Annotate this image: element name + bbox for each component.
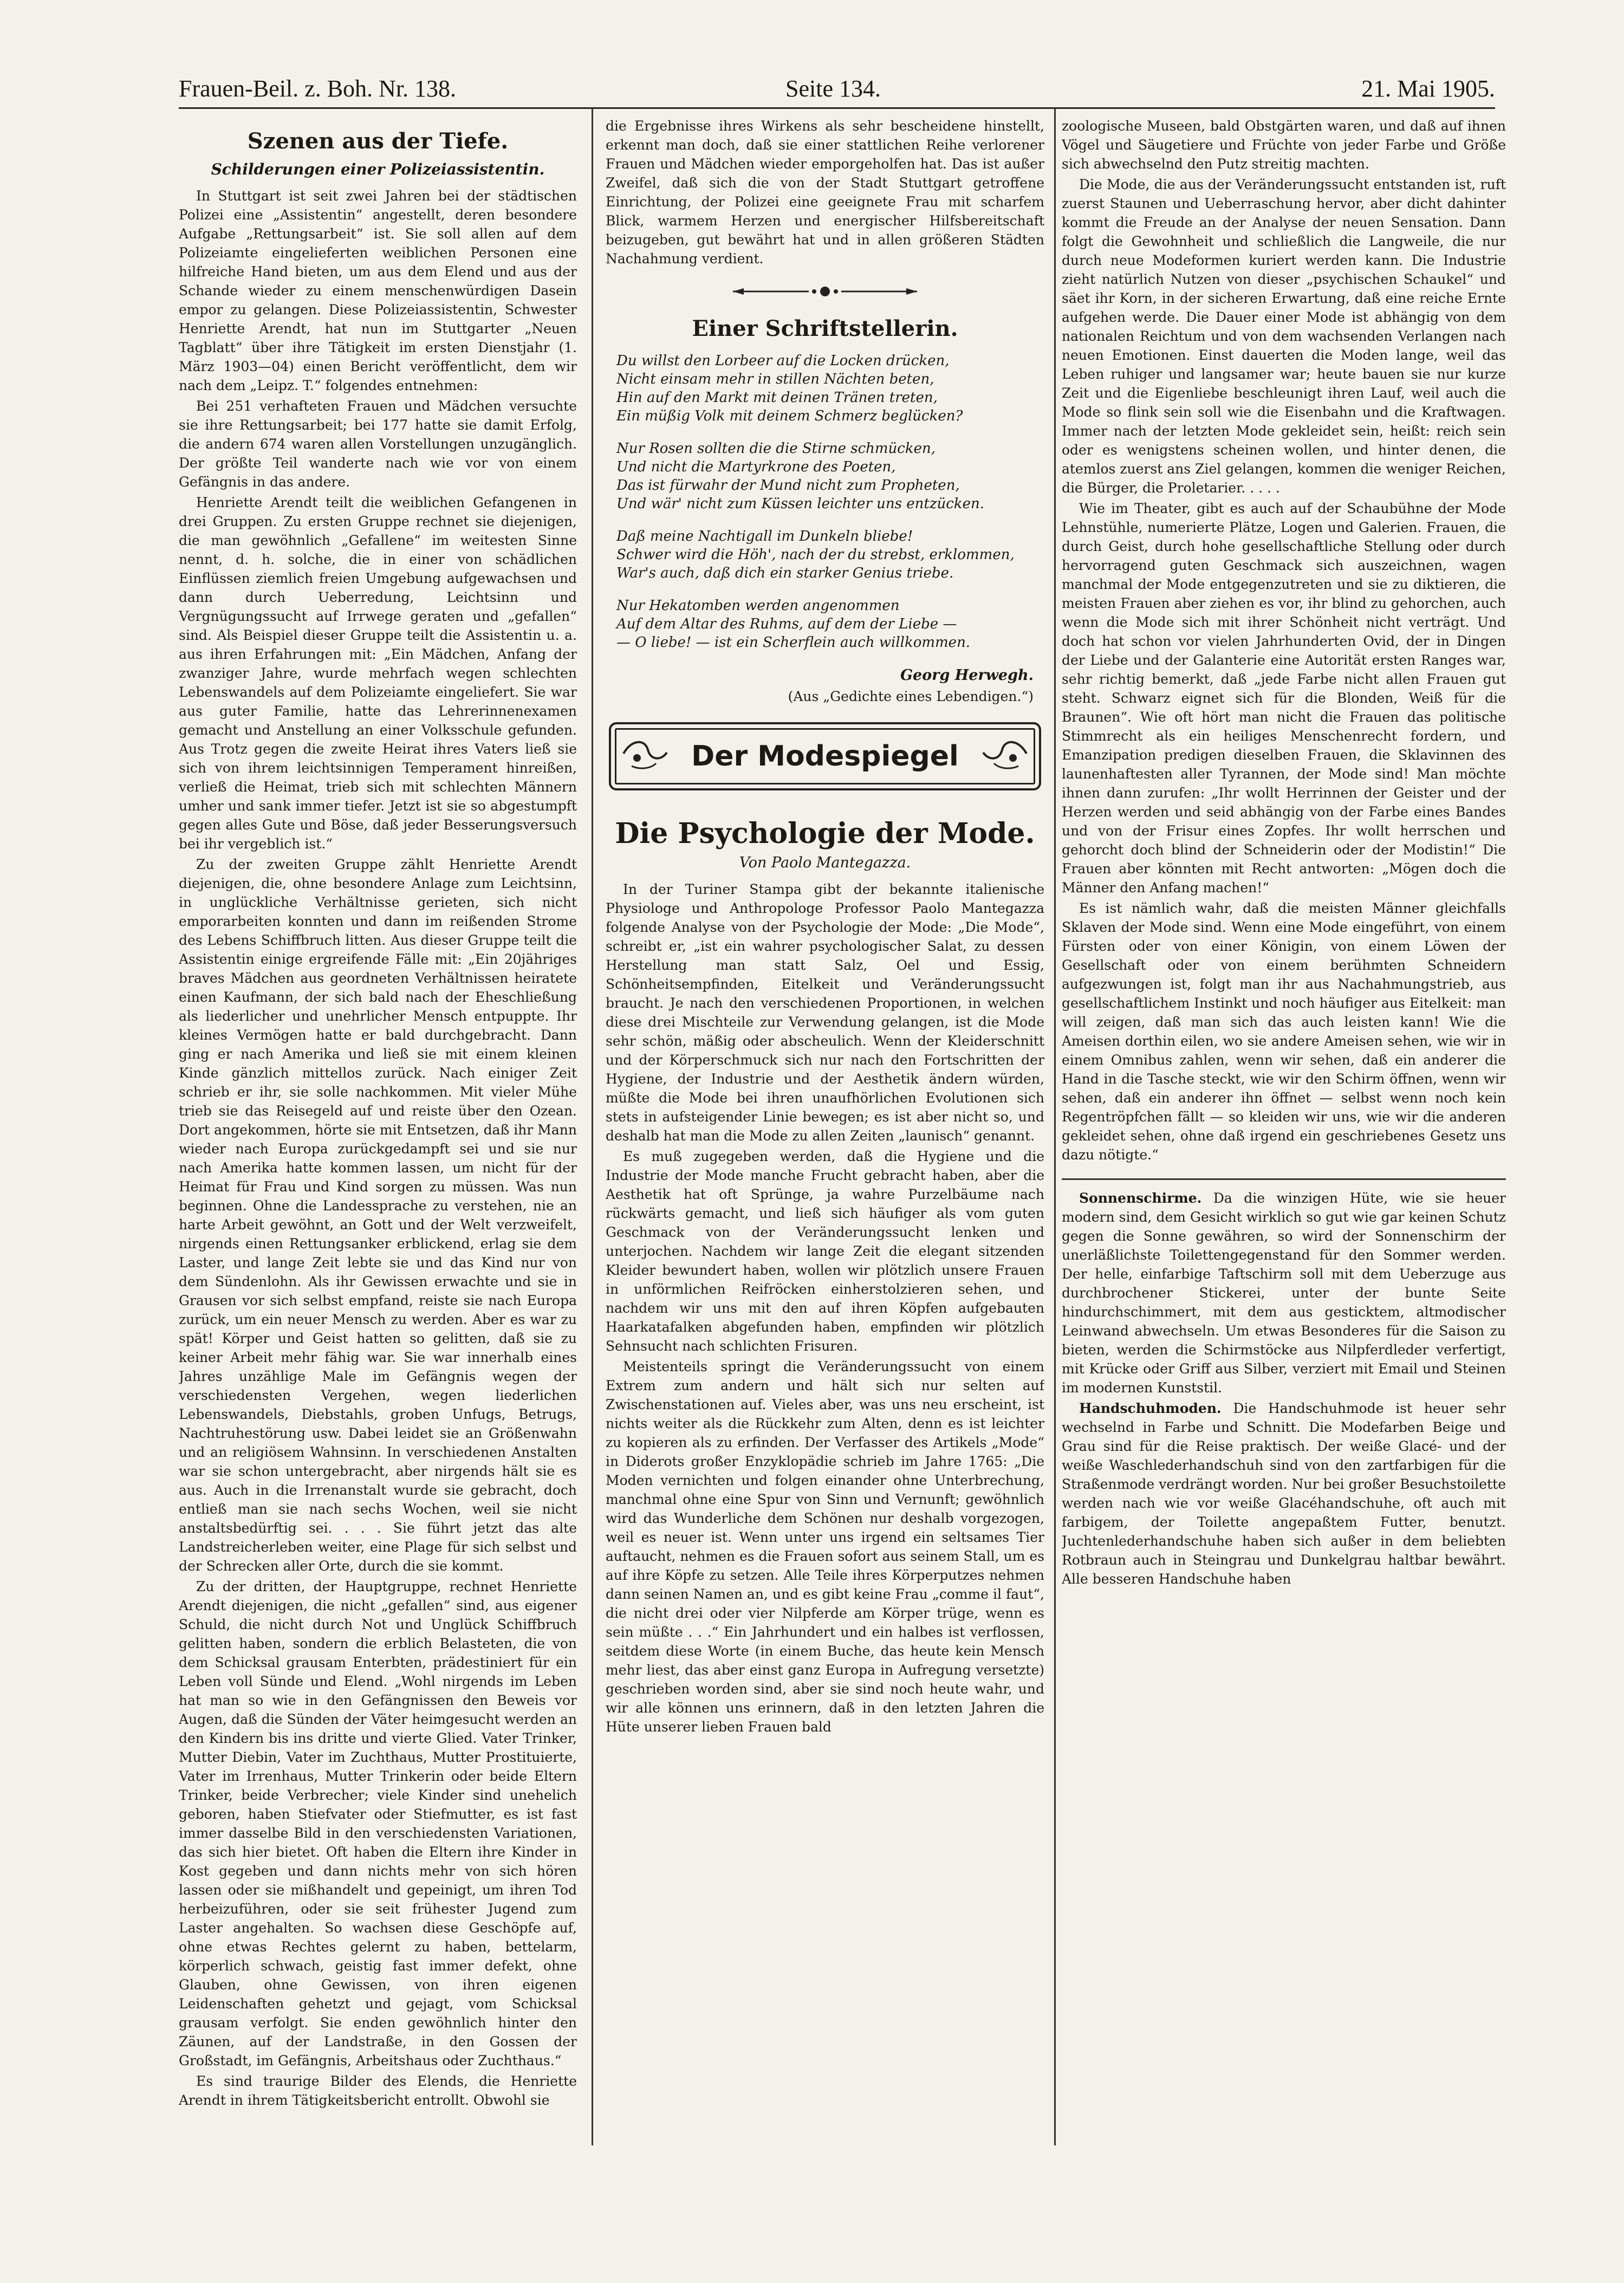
fashion-note <box>1062 1189 1506 1397</box>
paragraph: In der Turiner Stampa gibt der bekannte italienische Physiologe und Anthropologe Professor Paolo Mantegazza folgende Analyse von der Psychologie der Mode: „Die Mode“, schreibt er, „ist ein wahrer psychologischer Salat, zu dessen Herstellung man statt Salz, Oel und Essig, Schönheitsempfinden, Eitelkeit und Veränderungssucht braucht. Je nach den verschiedenen Proportionen, in welchen diese drei Mischteile zur Verwendung gelangen, ist die Mode sehr schön, mäßig oder abscheulich. Wenn der Kleiderschnitt und der Körperschmuck sich nur nach den Fortschritten der Hygiene, der Industrie und der Aesthetik ändern würden, müßte die Mode bei ihren unaufhörlichen Evolutionen sich stets in aufsteigender Linie bewegen; es ist aber nicht so, und deshalb hat man die Mode zu allen Zeiten „launisch“ genannt. <box>606 881 1044 1144</box>
paragraph: Meistenteils springt die Veränderungssucht von einem Extrem zum andern und hält sich nur selten auf Zwischenstationen auf. Vieles aber, was uns neu erscheint, ist nichts weiter als die Rückkehr zum Alten, denn es ist leichter zu kopieren als zu erfinden. Der Verfasser des Artikels „Mode“ in Diderots großer Enzyklopädie schrieb im Jahre 1765: „Die Moden vernichten und folgen einander ohne Unterbrechung, manchmal ohne eine Spur von Sinn und Vernunft; gewöhnlich wird das Wunderliche dem Schönen nur deshalb vorgezogen, weil es neuer ist. Wenn unter uns irgend ein seltsames Tier auftaucht, nehmen es die Frauen sofort aus seinem Stall, um es auf ihre Köpfe zu setzen. Alle Teile ihres Körperputzes nehmen dann seinen Namen an, und es gibt keine Frau „comme il faut“, die nicht drei oder vier Nilpferde am Körper trüge, wenn es sein müßte . . .“ Ein Jahrhundert und ein halbes ist verflossen, seitdem diese Worte (in einem Buche, das heute kein Mensch mehr liest, das aber einst ganz Europa in Aufregung versetzte) geschrieben worden sind, aber sie sind noch heute wahr, und wir alle können uns erinnern, daß in den letzten Jahren die Hüte unserer lieben Frauen bald <box>606 1359 1044 1735</box>
column-2 <box>606 116 1044 2154</box>
paragraph: Zu der dritten, der Hauptgruppe, rechnet Henriette Arendt diejenigen, die nicht „gefallen“ sind, aus eigener Schuld, die nicht durch Not und Unglück Schiffbruch gelitten haben, sondern die erblich Belasteten, die von dem Schicksal grausam Enterbten, prädestiniert für ein Leben voll Sünde und Elend. „Wohl nirgends im Leben hat man so wie in den Gefängnissen den Beweis vor Augen, daß die Sünden der Väter heimgesucht werden an den Kindern bis ins dritte und vierte Glied. Vater Trinker, Mutter Diebin, Vater im Zuchthaus, Mutter Prostituierte, Vater im Irrenhaus, Mutter Trinkerin oder beide Eltern Trinker, beide Verbrecher; viele Kinder sind unehelich geboren, haben Stiefvater oder Stiefmutter, es ist fast immer dasselbe Bild in den verschiedensten Variationen, das sich hier bietet. Oft haben die Eltern ihre Kinder in Kost gegeben und dann nichts mehr von sich hören lassen oder sie mißhandelt und gepeinigt, um ihren Tod herbeizuführen, oder sie seit frühester Jugend zum Laster angehalten. So wachsen diese Geschöpfe auf, ohne etwas Rechtes gelernt zu haben, bettelarm, körperlich schwach, geistig fast immer defekt, ohne Glauben, ohne Gewissen, von ihren eigenen Leidenschaften gehetzt und gejagt, vom Schicksal grausam verfolgt. Sie enden gewöhnlich hinter den Zäunen, auf der Landstraße, in den Gossen der Großstadt, im Gefängnis, Arbeitshaus oder Zuchthaus.“ <box>179 1579 577 2068</box>
poem-line: Und nicht die Martyrkrone des Poeten, <box>616 459 896 475</box>
paragraph: Die Mode, die aus der Veränderungssucht entstanden ist, ruft zuerst Staunen und Ueberraschung hervor, aber dicht dahinter kommt die Freude an der Analyse der neuen Sensation. Dann folgt die Gewohnheit und schließlich die Langweile, die nur durch neue Modeformen kuriert werden kann. Die Industrie zieht natürlich Nutzen von dieser „psychischen Schaukel“ und säet ihr Korn, in der sicheren Erwartung, daß eine reiche Ernte aufgehen werde. Die Dauer einer Mode ist abhängig von dem nationalen Reichtum und von dem wachsenden Verlangen nach neuen Emotionen. Einst dauerten die Moden lange, weil das Leben ruhiger und langsamer war; heute bauen sie nur kurze Zeit und die Eigenliebe beschleunigt ihren Lauf, weil auch die Mode so flink sein soll wie die Eisenbahn und die Kraftwagen. Immer nach der letzten Mode gekleidet sein, heißt: reich sein oder es wenigstens scheinen wollen, und hinter denen, die atemlos zuerst ans Ziel gelangen, kommen die weniger Reichen, die Bürger, die Proletarier. . . . . <box>1062 177 1506 496</box>
poem-stanza <box>616 352 1044 425</box>
article-title-szenen: Szenen aus der Tiefe. <box>247 128 509 154</box>
poem-line: Daß meine Nachtigall im Dunkeln bliebe! <box>616 528 913 544</box>
poem-stanza <box>616 596 1044 652</box>
poem-title: Einer Schriftstellerin. <box>692 316 958 341</box>
paragraph: In Stuttgart ist seit zwei Jahren bei der städtischen Polizei eine „Assistentin“ angestellt, deren besondere Aufgabe „Rettungsarbeit“ ist. Sie soll allen auf dem Polizeiamte eingelieferten weiblichen Personen eine hilfreiche Hand bieten, um aus dem Elend und aus der Schande wieder zu einem menschenwürdigen Dasein empor zu gelangen. Diese Polizeiassistentin, Schwester Henriette Arendt, hat nun im Stuttgarter „Neuen Tagblatt“ über ihre Tätigkeit im ersten Dienstjahr (1. März 1903—04) einen Bericht veröffentlicht, dem wir nach dem „Leipz. T.“ folgendes entnehmen: <box>179 188 577 393</box>
poem-author: Georg Herwegh. <box>900 667 1034 684</box>
poem-stanza <box>616 527 1044 582</box>
poem-line: Nicht einsam mehr in stillen Nächten beten, <box>616 371 934 387</box>
poem-line: — O liebe! — ist ein Scherflein auch willkommen. <box>616 634 971 651</box>
column-rule-1 <box>592 108 593 2145</box>
header-date: 21. Mai 1905. <box>1361 75 1495 102</box>
fashion-note <box>1062 1399 1506 1588</box>
ornament-divider-icon <box>606 283 1044 300</box>
paragraph: Zu der zweiten Gruppe zählt Henriette Arendt diejenigen, die, ohne besondere Anlage zum Leichtsinn, in unglückliche Verhältnisse gerieten, sich nicht emporarbeiten konnten und dann im reißenden Strome des Lebens Schiffbruch litten. Aus dieser Gruppe teilt die Assistentin einige ergreifende Fälle mit: „Ein 20jähriges braves Mädchen aus geordneten Verhältnissen heiratete einen Kaufmann, der sich bald nach der Eheschließung als liederlicher und unehrlicher Mensch entpuppte. Ihr kleines Vermögen hatte er bald durchgebracht. Dann ging er nach Amerika und ließ sie mit einem kleinen Kinde gänzlich mittellos zurück. Nach einiger Zeit schrieb er ihr, sie solle nachkommen. Mit vieler Mühe trieb sie das Reisegeld auf und reiste über den Ozean. Dort angekommen, hörte sie mit Entsetzen, daß ihr Mann wieder nach Europa zurückgedampft sei und sie nur nach Amerika hatte kommen lassen, um nicht für der Heimat für Frau und Kind sorgen zu müssen. Was nun beginnen. Ohne die Landessprache zu verstehen, nie an harte Arbeit gewöhnt, an Gott und der Welt verzweifelt, nirgends einen Rettungsanker erblickend, erlag sie dem Laster, und lange Zeit lebte sie und das Kind nur von dem Sündenlohn. Als ihr Gewissen erwachte und sie in Grausen vor sich selbst empfand, reiste sie nach Europa zurück, um ein neuer Mensch zu werden. Aber es war zu spät! Körper und Geist hatten so gelitten, daß sie zu keiner Arbeit mehr fähig war. Sie war innerhalb eines Jahres unzählige Male im Gefängnis wegen der verschiedensten Vergehen, wegen liederlichen Lebenswandels, Diebstahls, groben Unfugs, Betrugs, Nachtruhestörung usw. Dabei leidet sie an Größenwahn und an religiösem Wahnsinn. In verschiedenen Anstalten war sie schon untergebracht, aber nirgends hält sie es aus. Auch in die Irrenanstalt wurde sie gebracht, doch entließ man sie nach sechs Wochen, weil sie nicht anstaltsbedürftig sei. . . . Sie führt jetzt das alte Landstreicherleben weiter, eine Plage für sich selbst und der Schrecken aller Orte, durch die sie kommt. <box>179 857 577 1574</box>
column-3 <box>1062 116 1506 2154</box>
poem-line: Nur Hekatomben werden angenommen <box>616 598 900 614</box>
section-separator <box>1062 1178 1506 1180</box>
paragraph: Bei 251 verhafteten Frauen und Mädchen versuchte sie ihre Rettungsarbeit; bei 177 hatte sie damit Erfolg, die andern 674 waren allen Vorstellungen unzugänglich. Der größte Teil wanderte nach wie vor von einem Gefängnis in das andere. <box>179 398 577 490</box>
paragraph: Es sind traurige Bilder des Elends, die Henriette Arendt in ihrem Tätigkeitsbericht entrollt. Obwohl sie <box>179 2073 577 2108</box>
page-header <box>179 69 1495 109</box>
paragraph: Es muß zugegeben werden, daß die Hygiene und die Industrie der Mode manche Frucht gebracht haben, aber die Aesthetik hat oft Sprünge, ja wahre Purzelbäume nach rückwärts gemacht, und ließ sich häufiger als vom guten Geschmack von der Veränderungssucht lenken und unterjochen. Nachdem wir lange Zeit die elegant sitzenden Kleider bewundert haben, wollen wir plötzlich unsere Frauen in unförmlichen Reifröcken einherstolzieren sehen, und nachdem wir uns mit den auf ihren Köpfen aufgebauten Haarkatafalken abgefunden haben, empfinden wir plötzlich Sehnsucht nach schlichten Frisuren. <box>606 1149 1044 1354</box>
poem-line: Schwer wird die Höh', nach der du strebst, erklommen, <box>616 547 1015 563</box>
poem-stanza <box>616 439 1044 513</box>
paragraph: Wie im Theater, gibt es auch auf der Schaubühne der Mode Lehnstühle, numerierte Plätze, Logen und Galerien. Frauen, die durch Geist, durch hohe gesellschaftliche Stellung oder durch hervorragend guten Geschmack sich auszeichnen, wagen manchmal der Mode entgegenzutreten und sie zu diktieren, die meisten Frauen aber ziehen es vor, ihr blind zu gehorchen, auch wenn die Mode sich mit ihrer Schönheit nicht verträgt. Und doch hat schon vor vielen Jahrhunderten Ovid, der in Dingen der Liebe und der Galanterie eine Autorität ersten Ranges war, sehr richtig bemerkt, daß „jede Farbe nicht allen Frauen gut steht. Schwarz eignet sich für die Blonden, Weiß für die Braunen“. Wie oft hört man nicht die Frauen das politische Stimmrecht als ein heiliges Menschenrecht fordern, und Emanzipation predigen dieselben Frauen, die Sklavinnen des launenhaftesten aller Tyrannen, der Mode sind! Man möchte ihnen dann zurufen: „Ihr wollt Herrinnen der Geister und der Herzen werden und seid abhängig von der Farbe eines Bandes und von der Frisur eines Zopfes. Ihr wollt herrschen und gehorcht doch blind der Schneiderin oder der Modistin!“ Die Frauen aber könnten mit Recht antworten: „Mögen doch die Männer den Anfang machen!“ <box>1062 501 1506 896</box>
paragraph: Henriette Arendt teilt die weiblichen Gefangenen in drei Gruppen. Zu ersten Gruppe rechnet sie diejenigen, die man gewöhnlich „Gefallene“ im weitesten Sinne nennt, d. h. solche, die in einer von schädlichen Einflüssen ziemlich freien Umgebung aufgewachsen und dann durch Ueberredung, Leichtsinn und Vergnügungssucht auf Irrwege geraten und „gefallen“ sind. Als Beispiel dieser Gruppe teilt die Assistentin u. a. aus ihren Erfahrungen mit: „Ein Mädchen, Anfang der zwanziger Jahre, wurde mehrfach wegen schlechten Lebenswandels auf dem Polizeiamte eingeliefert. Sie war aus guter Familie, hatte das Lehrerinnenexamen gemacht und Anstellung an einer Volksschule gefunden. Aus Trotz gegen die zweite Heirat ihres Vaters ließ sie sich von ihrem leichtsinnigen Temperament hinreißen, verließ die Heimat, trieb sich mit schlechten Männern umher und sank immer tiefer. Jetzt ist sie so abgestumpft gegen alles Gute und Böse, daß jeder Besserungsversuch bei ihr vergeblich ist.“ <box>179 495 577 852</box>
article-title-psychologie: Die Psychologie der Mode. <box>615 817 1035 850</box>
poem-line: Du willst den Lorbeer auf die Locken drücken, <box>616 353 950 369</box>
poem-source: (Aus „Gedichte eines Lebendigen.“) <box>788 689 1034 704</box>
article-subtitle-szenen: Schilderungen einer Polizeiassistentin. <box>211 160 545 178</box>
column-1 <box>179 116 577 2154</box>
fashion-note-text: Da die winzigen Hüte, wie sie heuer modern sind, dem Gesicht wirklich so gut wie gar keinen Schutz gegen die Sonne gewähren, so wird der Sonnenschirm der unerläßlichste Toilettengegenstand für den Sommer werden. Der helle, einfarbige Taftschirm soll mit dem Ueberzuge aus durchbrochener Stickerei, unter der bunte Seite hindurchschimmert, mit dem aus gesticktem, altmodischer Leinwand abwechseln. Um etwas Besonderes für die Saison zu bieten, werden die Schirmstöcke aus Nilpferdleder verfertigt, mit Krücke oder Griff aus Silber, verziert mit Email und Steinen im modernen Kunststil. <box>1062 1190 1506 1396</box>
column-rule-2 <box>1054 108 1056 2145</box>
poem-line: Hin auf den Markt mit deinen Tränen treten, <box>616 390 938 406</box>
fashion-note-heading: Sonnenschirme. <box>1079 1190 1202 1206</box>
article-byline: Von Paolo Mantegazza. <box>739 854 911 871</box>
poem-line: Nur Rosen sollten die die Stirne schmücken, <box>616 440 936 457</box>
paragraph: die Ergebnisse ihres Wirkens als sehr bescheidene hinstellt, erkennt man doch, daß sie einer stattlichen Reihe verlorener Frauen und Mädchen wieder emporgeholfen hat. Das ist außer Zweifel, daß sich die von der Stadt Stuttgart getroffene Einrichtung, der Polizei eine geeignete Frau mit scharfem Blick, warmem Herzen und energischer Hilfsbereitschaft beizugeben, gut bewährt hat und in allen größeren Städten Nachahmung verdient. <box>606 118 1044 267</box>
section-banner-label: Der Modespiegel <box>691 740 959 773</box>
poem-line: Und wär' nicht zum Küssen leichter uns entzücken. <box>616 496 984 512</box>
fashion-note-text: Die Handschuhmode ist heuer sehr wechselnd in Farbe und Schnitt. Die Modefarben Beige und Grau sind für die Reise praktisch. Der weiße Glacé- und der weiße Waschlederhandschuh sind von den zartfarbigen für die Straßenmode verdrängt worden. Nur bei großer Besuchstoilette werden nach wie vor weiße Glacéhandschuhe, oft auch mit farbigem, der Toilette angepaßtem Futter, benutzt. Juchtenlederhandschuhe haben sich außer in dem beliebten Rotbraun auch in Steingrau und Dunkelgrau haltbar bewährt. Alle besseren Handschuhe haben <box>1062 1400 1506 1587</box>
header-page-number: Seite 134. <box>785 75 881 102</box>
paragraph: zoologische Museen, bald Obstgärten waren, und daß auf ihnen Vögel und Säugetiere und Früchte von jeder Farbe und Größe sich abwechselnd den Putz streitig machten. <box>1062 118 1506 172</box>
flourish-right-icon <box>980 736 1029 771</box>
fashion-note-heading: Handschuhmoden. <box>1079 1400 1222 1416</box>
paragraph: Es ist nämlich wahr, daß die meisten Männer gleichfalls Sklaven der Mode sind. Wenn eine Mode eingeführt, von einem Fürsten oder von einer Königin, von einem Löwen der Gesellschaft oder von einem berühmten Schneidern aufgezwungen ist, folgt man ihr aus Nachahmungstrieb, aus gesellschaftlichem Instinkt und noch häufiger aus Eitelkeit: man will zeigen, daß man sich das auch leisten kann! Wie die Ameisen dorthin eilen, wo sie andere Ameisen sehen, wie wir in einem Omnibus zahlen, wenn wir sehen, daß ein anderer die Hand in die Tasche steckt, wie wir den Schirm öffnen, wenn wir sehen, daß ein anderer ihn öffnet — selbst wenn noch kein Regentröpfchen fällt — so kleiden wir uns, wie wir die anderen gekleidet sehen, ohne daß irgend ein geschriebenes Gesetz uns dazu nötigte.“ <box>1062 900 1506 1163</box>
poem-line: Das ist fürwahr der Mund nicht zum Propheten, <box>616 477 960 494</box>
poem-line: War's auch, daß dich ein starker Genius triebe. <box>616 565 954 581</box>
section-banner <box>609 722 1041 790</box>
header-publication: Frauen-Beil. z. Boh. Nr. 138. <box>179 75 457 102</box>
poem-line: Auf dem Altar des Ruhms, auf dem der Liebe — <box>616 616 957 632</box>
poem-line: Ein müßig Volk mit deinem Schmerz beglücken? <box>616 408 963 424</box>
flourish-left-icon <box>621 736 670 771</box>
